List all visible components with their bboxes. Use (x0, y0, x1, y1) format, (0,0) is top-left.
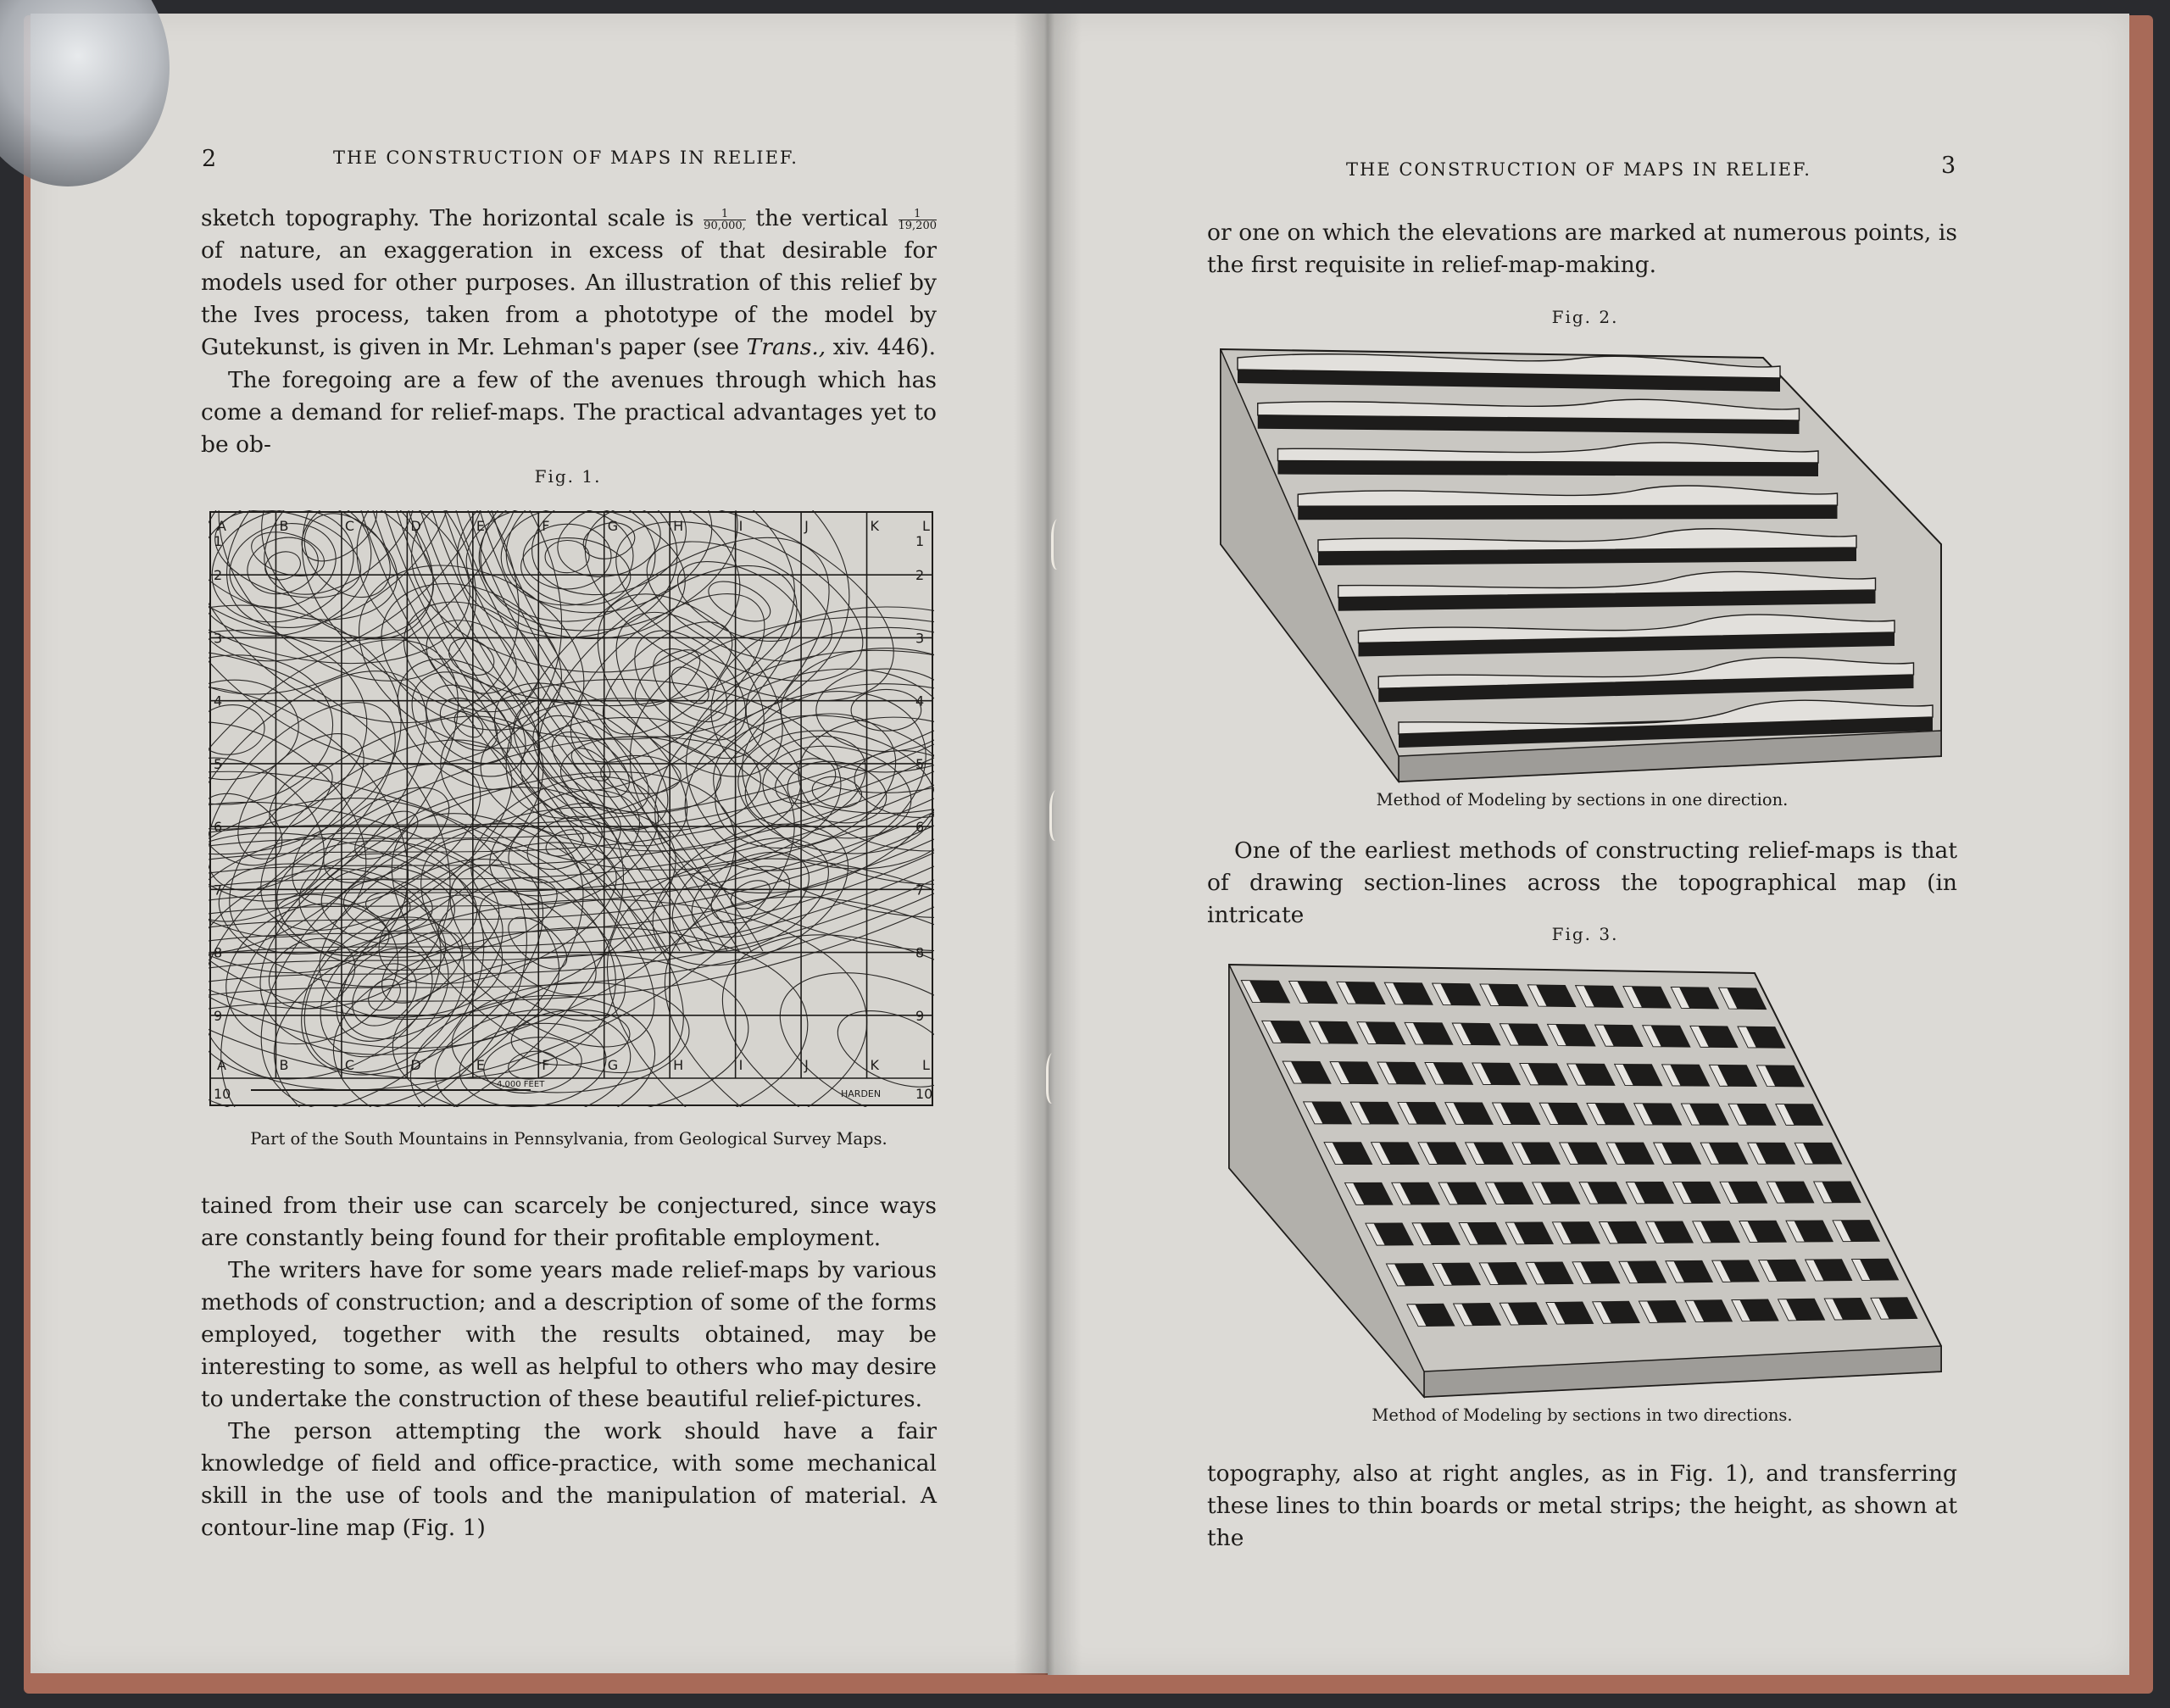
figure-3-two-direction-model (1204, 948, 1950, 1402)
column-letter-bottom: C (344, 1057, 355, 1073)
left-page-number: 2 (202, 146, 217, 172)
figure-2-caption: Method of Modeling by sections in one direction. (1376, 790, 1789, 809)
italic-citation: Trans., (746, 334, 826, 360)
column-letter-bottom: A (217, 1057, 226, 1073)
column-letter-top: H (673, 518, 684, 534)
text-run: sketch topography. The horizontal scale is (201, 205, 694, 231)
column-letter-bottom: J (804, 1057, 809, 1073)
figure-1-caption: Part of the South Mountains in Pennsylvania, from Geological Survey Maps. (250, 1129, 887, 1149)
row-number-right: 6 (915, 819, 925, 836)
column-letter-top: L (922, 518, 930, 534)
left-paragraph-4: The writers have for some years made relief-maps by various methods of construction; and a description of some of the forms employed, together with the results obtained, may be interesting to some, as well as helpful to others who may desire to undertake the construction of these beautiful relief-pictures. (201, 1257, 937, 1412)
text-run: of nature, an exaggeration in excess of that desirable for models used for other purposes. An illustration of this relief by the Ives process, taken from a phototype of the model by Gutekunst, is given in Mr. Lehman's paper (see (201, 237, 937, 360)
column-letter-top: A (217, 518, 226, 534)
right-page-number: 3 (1941, 153, 1956, 179)
engraver-credit: HARDEN (841, 1088, 882, 1099)
row-number-left: 9 (214, 1007, 223, 1024)
right-running-head: THE CONSTRUCTION OF MAPS IN RELIEF. (1346, 159, 1811, 180)
left-running-head: THE CONSTRUCTION OF MAPS IN RELIEF. (333, 147, 798, 168)
row-number-right: 10 (915, 1086, 933, 1102)
row-number-right: 1 (915, 533, 925, 549)
column-letter-bottom: D (410, 1057, 421, 1073)
column-letter-bottom: H (673, 1057, 684, 1073)
horizontal-scale-fraction: $\frac{1}{90,000,}$ (704, 207, 746, 232)
right-paragraph-2: One of the earliest methods of constructing relief-maps is that of drawing section-lines across the topographical map (in intricate (1207, 837, 1957, 928)
vertical-scale-fraction: $\frac{1}{19,200}$ (898, 207, 937, 232)
row-number-right: 4 (915, 693, 925, 709)
row-number-left: 1 (214, 533, 223, 549)
scale-text: 4,000 FEET (497, 1080, 545, 1089)
column-letter-top: I (738, 518, 743, 534)
text-run: the vertical (755, 205, 888, 231)
right-paragraph-3: topography, also at right angles, as in Fig. 1), and transferring these lines to thin boards or metal strips; the height, as shown at the (1207, 1460, 1957, 1551)
left-paragraph-3: tained from their use can scarcely be conjectured, since ways are constantly being found for their profitable employment. (201, 1193, 937, 1251)
column-letter-top: F (542, 518, 550, 534)
column-letter-bottom: L (922, 1057, 930, 1073)
row-number-left: 2 (214, 567, 223, 584)
row-number-right: 7 (915, 882, 925, 899)
row-number-right: 2 (915, 567, 925, 584)
column-letter-top: J (804, 518, 809, 534)
row-number-left: 10 (214, 1086, 231, 1102)
row-number-left: 6 (214, 819, 223, 836)
column-letter-bottom: K (870, 1057, 880, 1073)
row-number-left: 5 (214, 755, 223, 772)
row-number-right: 5 (915, 755, 925, 772)
book-spine (1014, 14, 1082, 1675)
binding-thread (1046, 1047, 1067, 1105)
left-paragraph-2: The foregoing are a few of the avenues through which has come a demand for relief-maps. The practical advantages yet to be ob- (201, 367, 937, 458)
binding-thread (1049, 784, 1071, 843)
left-paragraph-1 (201, 203, 937, 364)
column-letter-bottom: G (607, 1057, 619, 1073)
left-paragraph-5: The person attempting the work should have a fair knowledge of field and office-practice, with some mechanical skill in the use of tools and the manipulation of material. A contour-line map (Fig. 1) (201, 1418, 937, 1541)
column-letter-bottom: B (279, 1057, 289, 1073)
row-number-right: 9 (915, 1007, 925, 1024)
figure-3-label: Fig. 3. (1551, 924, 1619, 944)
column-letter-bottom: F (542, 1057, 550, 1073)
column-letter-top: G (607, 518, 619, 534)
column-letter-top: E (476, 518, 485, 534)
column-letter-top: B (279, 518, 289, 534)
column-letter-top: D (410, 518, 421, 534)
row-number-left: 7 (214, 882, 223, 899)
column-letter-bottom: I (738, 1057, 743, 1073)
row-number-right: 8 (915, 944, 925, 961)
figure-3-caption: Method of Modeling by sections in two directions. (1372, 1405, 1793, 1425)
text-run: xiv. 446). (832, 334, 937, 360)
figure-2-one-direction-model (1204, 332, 1950, 790)
binding-thread (1051, 513, 1072, 571)
row-number-left: 3 (214, 630, 223, 647)
row-number-right: 3 (915, 630, 925, 647)
right-paragraph-1: or one on which the elevations are marked at numerous points, is the first requisite in relief-map-making. (1207, 220, 1957, 278)
column-letter-bottom: E (476, 1057, 485, 1073)
figure-1-label: Fig. 1. (534, 466, 602, 487)
row-number-left: 8 (214, 944, 223, 961)
column-letter-top: K (870, 518, 880, 534)
row-number-left: 4 (214, 693, 223, 709)
figure-2-label: Fig. 2. (1551, 307, 1619, 327)
figure-1-contour-map (209, 510, 934, 1107)
column-letter-top: C (344, 518, 355, 534)
